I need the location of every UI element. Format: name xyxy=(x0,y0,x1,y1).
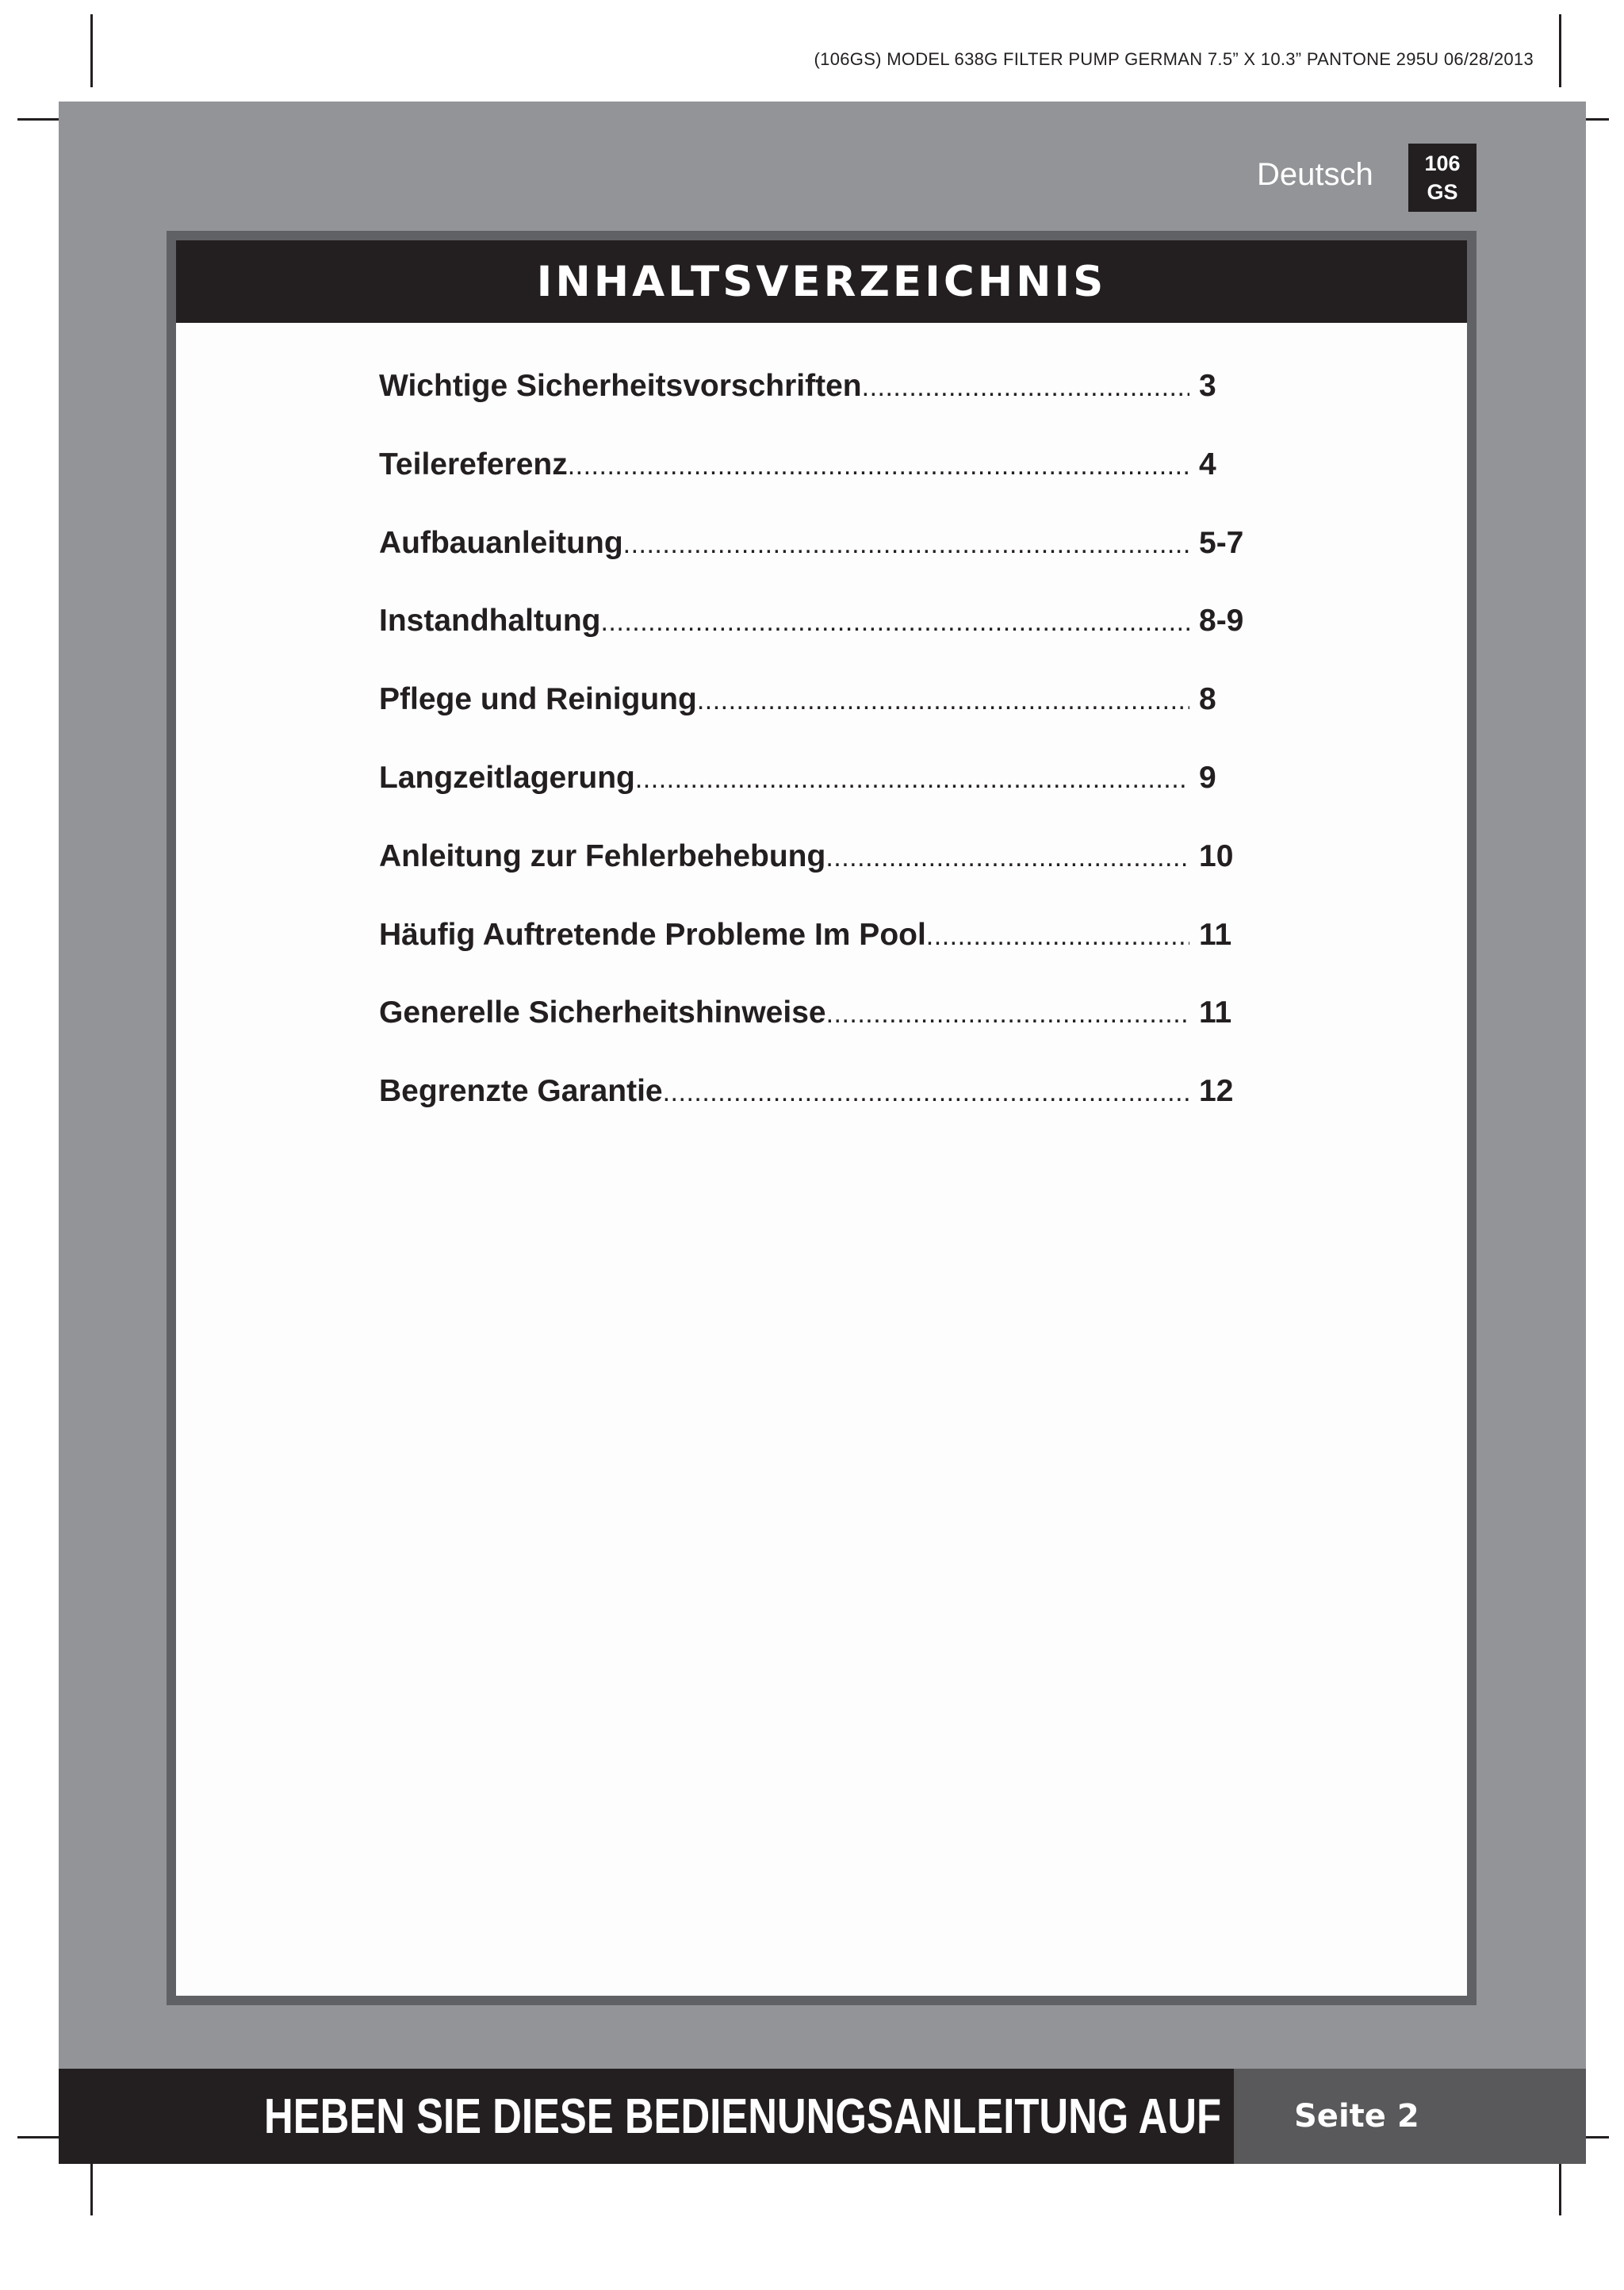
language-label: Deutsch xyxy=(1257,157,1373,192)
toc-dot-leader xyxy=(568,451,1189,481)
toc-entry-title: Anleitung zur Fehlerbehebung xyxy=(379,838,826,873)
toc-entry-page: 12 xyxy=(1199,1074,1234,1109)
toc-dot-leader xyxy=(600,607,1189,638)
toc-entry-page: 8 xyxy=(1199,682,1216,717)
toc-dot-leader xyxy=(697,685,1189,716)
toc-entry-title: Häufig Auftretende Probleme Im Pool xyxy=(379,917,926,952)
toc-frame xyxy=(167,231,1477,2005)
toc-entry-page: 11 xyxy=(1199,995,1232,1030)
model-badge xyxy=(1408,144,1477,212)
toc-entry xyxy=(379,447,1267,526)
toc-entry-title: Instandhaltung xyxy=(379,604,601,639)
toc-entry xyxy=(379,1074,1267,1153)
crop-mark-top-left-vertical xyxy=(90,14,93,87)
print-slug: (106GS) MODEL 638G FILTER PUMP GERMAN 7.5” X 10.3” PANTONE 295U 06/28/2013 xyxy=(814,49,1534,69)
toc-dot-leader xyxy=(623,529,1189,560)
toc-entry-page: 5-7 xyxy=(1199,525,1244,560)
toc-entry xyxy=(379,682,1267,761)
footer-notice-text: HEBEN SIE DIESE BEDIENUNGSANLEITUNG AUF xyxy=(263,2089,1221,2144)
toc-entry-page: 10 xyxy=(1199,838,1234,873)
toc-entry xyxy=(379,918,1267,996)
toc-entry xyxy=(379,761,1267,839)
toc-entry-title: Aufbauanleitung xyxy=(379,525,623,560)
toc-entry-title: Wichtige Sicherheitsvorschriften xyxy=(379,369,862,403)
toc-entry-page: 11 xyxy=(1199,917,1232,952)
toc-entry-title: Generelle Sicherheitshinweise xyxy=(379,995,826,1030)
toc-dot-leader xyxy=(826,999,1189,1030)
crop-mark-top-right-vertical xyxy=(1559,14,1561,87)
toc-dot-leader xyxy=(635,764,1189,795)
model-badge-code: GS xyxy=(1427,180,1458,204)
crop-mark-bottom-left-vertical xyxy=(90,2161,93,2215)
toc-dot-leader xyxy=(663,1077,1189,1108)
crop-mark-bottom-right-vertical xyxy=(1559,2161,1561,2215)
toc-entry-page: 3 xyxy=(1199,369,1216,403)
toc-entry xyxy=(379,369,1267,447)
toc-entry-page: 4 xyxy=(1199,447,1216,481)
toc-entry-title: Begrenzte Garantie xyxy=(379,1074,663,1109)
toc-entry-title: Teilereferenz xyxy=(379,447,568,481)
toc-entry xyxy=(379,995,1267,1074)
toc-entry-page: 8-9 xyxy=(1199,604,1244,639)
model-badge-number: 106 xyxy=(1424,152,1461,175)
toc-entry-title: Langzeitlagerung xyxy=(379,760,635,795)
toc-panel xyxy=(176,240,1467,1996)
toc-entry-title: Pflege und Reinigung xyxy=(379,682,697,717)
toc-entry-page: 9 xyxy=(1199,760,1216,795)
toc-title: INHALTSVERZEICHNIS xyxy=(176,240,1467,323)
toc-entry xyxy=(379,604,1267,682)
toc-dot-leader xyxy=(825,842,1189,873)
toc-dot-leader xyxy=(926,921,1189,952)
toc-entry xyxy=(379,839,1267,918)
toc-dot-leader xyxy=(862,372,1189,403)
footer-bar xyxy=(59,2069,1586,2164)
footer-notice xyxy=(59,2069,1234,2164)
toc-list xyxy=(379,369,1267,1153)
toc-entry xyxy=(379,526,1267,604)
footer-page-number: Seite 2 xyxy=(1234,2069,1586,2164)
